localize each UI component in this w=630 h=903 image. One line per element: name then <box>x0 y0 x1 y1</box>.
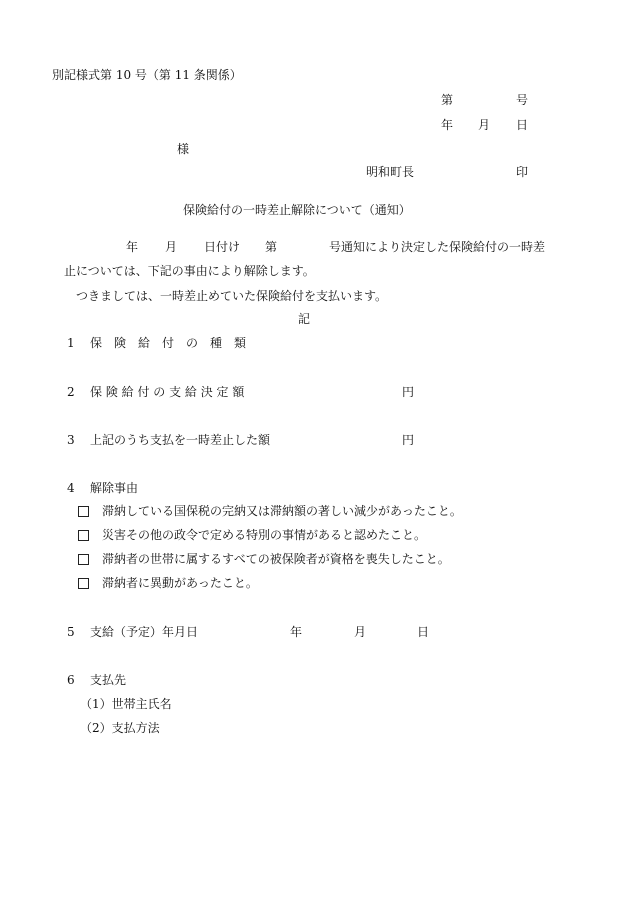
form-label: 別記様式第 10 号（第 11 条関係） <box>52 68 242 82</box>
reason-checkbox[interactable] <box>78 578 89 589</box>
reason-checkbox[interactable] <box>78 506 89 517</box>
document-title: 保険給付の一時差止解除について（通知） <box>183 203 411 217</box>
sub-item-householder: （1）世帯主氏名 <box>80 697 172 711</box>
reason-checkbox[interactable] <box>78 530 89 541</box>
addressee: 様 <box>177 142 190 156</box>
sub-item-payment-method: （2）支払方法 <box>80 721 160 735</box>
reason-checkbox[interactable] <box>78 554 89 565</box>
ki-heading: 記 <box>298 312 311 326</box>
